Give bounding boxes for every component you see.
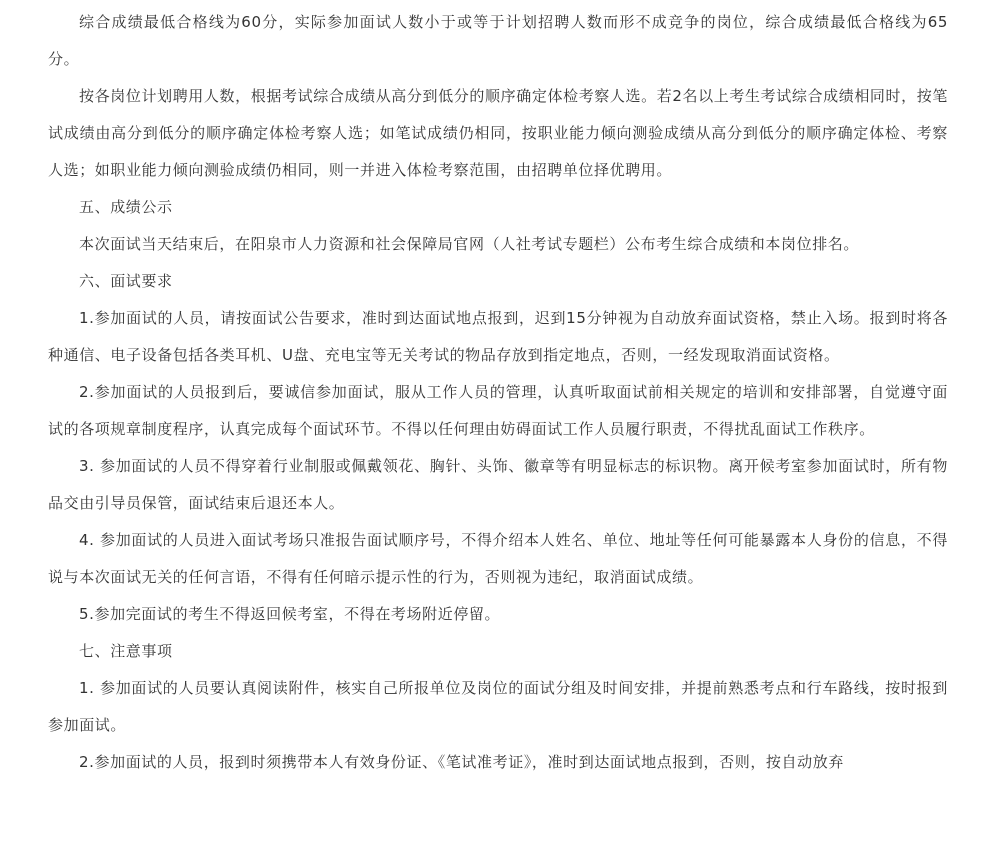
article-body	[48, 4, 948, 781]
requirement-item-5: 5.参加完面试的考生不得返回候考室，不得在考场附近停留。	[79, 605, 501, 623]
paragraph-results-publication: 本次面试当天结束后，在阳泉市人力资源和社会保障局官网（人社考试专题栏）公布考生综合成绩和本岗位排名。	[79, 235, 860, 253]
notes-item-2: 2.参加面试的人员，报到时须携带本人有效身份证、《笔试准考证》，准时到达面试地点报到，否则，按自动放弃	[79, 753, 844, 771]
section-heading-requirements: 六、面试要求	[79, 272, 173, 290]
requirement-item-3: 3. 参加面试的人员不得穿着行业制服或佩戴领花、胸针、头饰、徽章等有明显标志的标识物。离开候考室参加面试时，所有物品交由引导员保管，面试结束后退还本人。	[48, 457, 948, 512]
paragraph-selection-rules: 按各岗位计划聘用人数，根据考试综合成绩从高分到低分的顺序确定体检考察人选。若2名以上考生考试综合成绩相同时，按笔试成绩由高分到低分的顺序确定体检考察人选；如笔试成绩仍相同，按职业能力倾向测验成绩从高分到低分的顺序确定体检、考察人选；如职业能力倾向测验成绩仍相同，则一并进入体检考察范围，由招聘单位择优聘用。	[48, 87, 948, 179]
notes-item-1: 1. 参加面试的人员要认真阅读附件，核实自己所报单位及岗位的面试分组及时间安排，并提前熟悉考点和行车路线，按时报到参加面试。	[48, 679, 948, 734]
section-heading-notes: 七、注意事项	[79, 642, 173, 660]
paragraph-passing-score: 综合成绩最低合格线为60分，实际参加面试人数小于或等于计划招聘人数而形不成竞争的岗位，综合成绩最低合格线为65 分。	[48, 13, 948, 68]
requirement-item-4: 4. 参加面试的人员进入面试考场只准报告面试顺序号，不得介绍本人姓名、单位、地址等任何可能暴露本人身份的信息，不得说与本次面试无关的任何言语，不得有任何暗示提示性的行为，否则视为违纪，取消面试成绩。	[48, 531, 948, 586]
section-heading-results: 五、成绩公示	[79, 198, 173, 216]
requirement-item-2: 2.参加面试的人员报到后，要诚信参加面试，服从工作人员的管理，认真听取面试前相关规定的培训和安排部署，自觉遵守面试的各项规章制度程序，认真完成每个面试环节。不得以任何理由妨碍面试工作人员履行职责，不得扰乱面试工作秩序。	[48, 383, 948, 438]
requirement-item-1: 1.参加面试的人员，请按面试公告要求，准时到达面试地点报到，迟到15分钟视为自动放弃面试资格，禁止入场。报到时将各种通信、电子设备包括各类耳机、U盘、充电宝等无关考试的物品存放到指定地点，否则，一经发现取消面试资格。	[48, 309, 948, 364]
